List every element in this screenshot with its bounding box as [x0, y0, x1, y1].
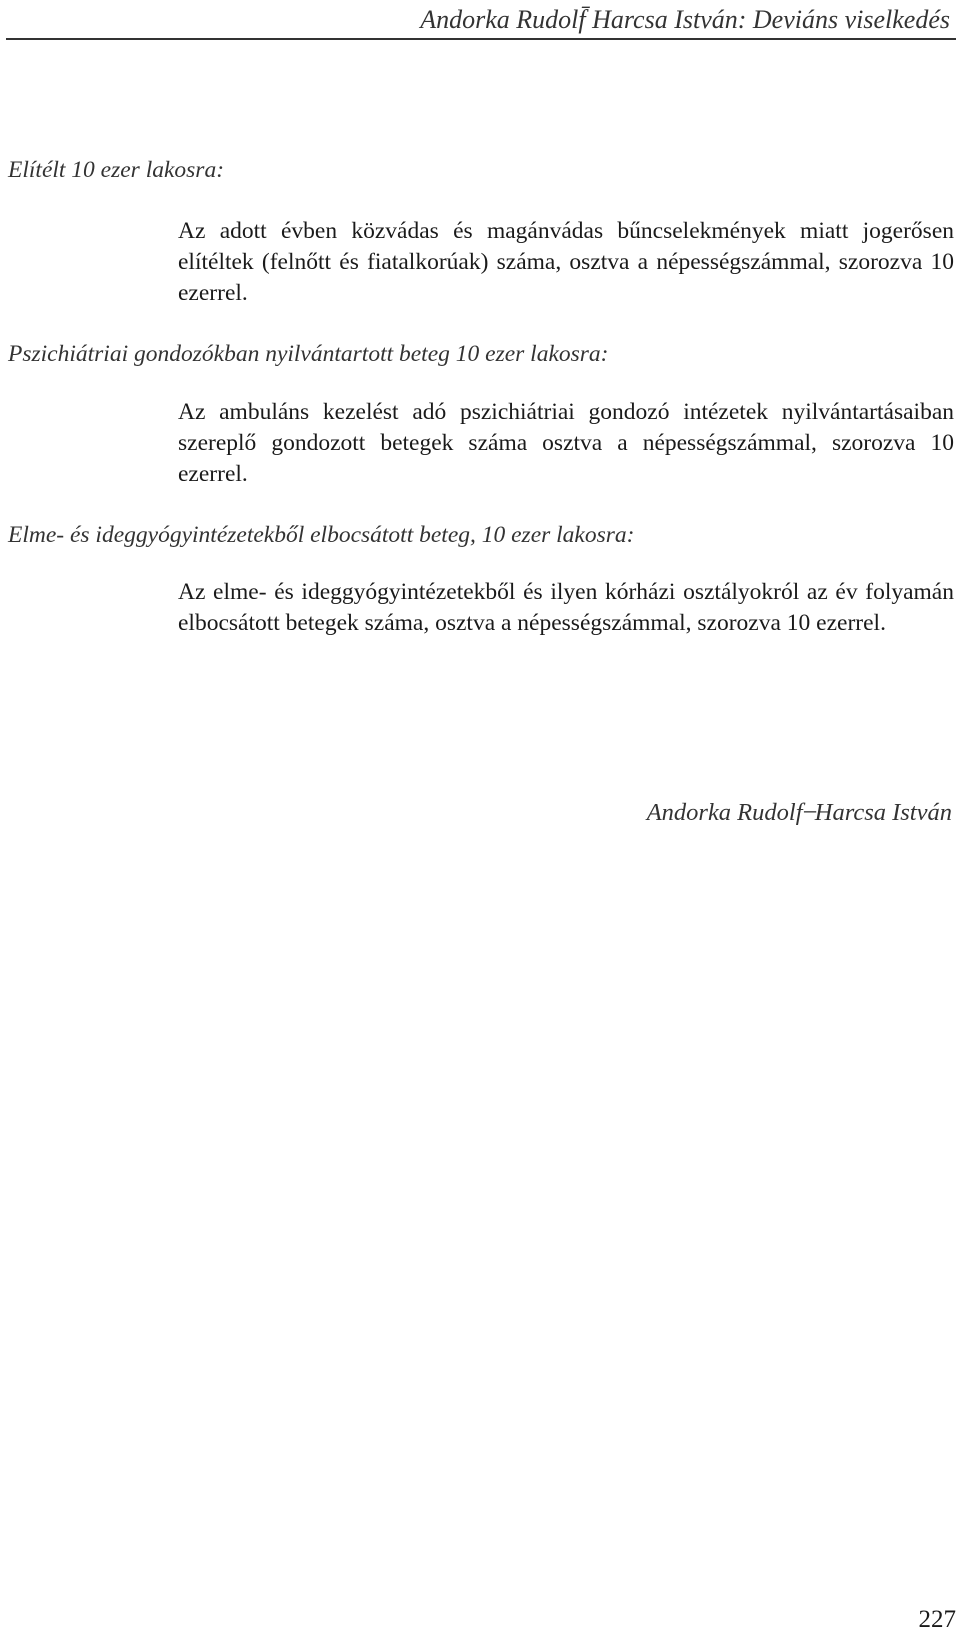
term-psychiatric-patients: Pszichiátriai gondozókban nyilvántartott beteg 10 ezer lakosra: [8, 341, 609, 367]
term-convicted: Elítélt 10 ezer lakosra: [8, 157, 225, 183]
definition-convicted: Az adott évben közvádas és magánvádas bűncselekmények miatt jogerősen elítéltek (felnőtt és fiatalkorúak) száma, osztva a népességszámmal, szorozva 10 ezerrel. [178, 218, 954, 306]
definition-discharged-patients: Az elme- és ideggyógyintézetekből és ilyen kórházi osztályokról az év folyamán elbocsátott betegek száma, osztva a népességszámmal, szorozva 10 ezerrel. [178, 579, 954, 636]
definition-psychiatric-patients: Az ambuláns kezelést adó pszichiátriai gondozó intézetek nyilvántartásaiban szereplő gondozott betegek száma osztva a népességszámmal, szorozva 10 ezerrel. [178, 399, 954, 487]
page-number: 227 [918, 1606, 956, 1633]
header-rule [6, 38, 956, 40]
authors-signature: Andorka Rudolf ̶ Harcsa István [646, 799, 952, 826]
running-header: Andorka Rudolf̄ Harcsa István: Deviáns viselkedés [420, 5, 950, 34]
term-discharged-patients: Elme- és ideggyógyintézetekből elbocsátott beteg, 10 ezer lakosra: [8, 522, 635, 548]
